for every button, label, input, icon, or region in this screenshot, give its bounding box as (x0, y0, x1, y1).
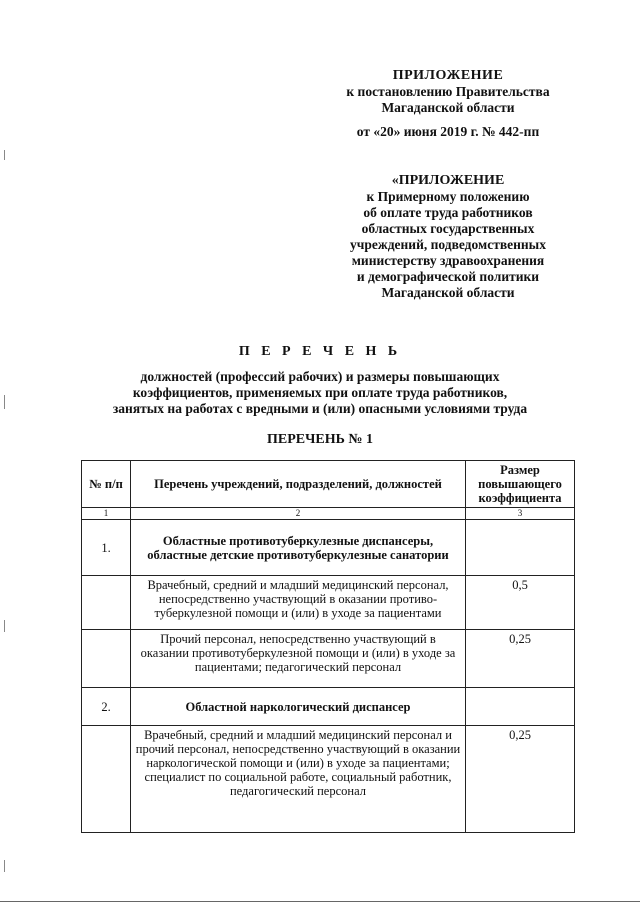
scan-edge-line (0, 901, 640, 902)
row-name: Областные противотуберкулезные диспансеры, областные детские противотуберкулезные санатории (131, 520, 466, 576)
appendix2-line: областных государственных (361, 221, 535, 236)
appendix2-title: «ПРИЛОЖЕНИЕ (391, 173, 505, 188)
appendix-block (300, 68, 596, 140)
header-coef: Размер повышающего коэффициента (466, 461, 575, 508)
row-name: Врачебный, средний и младший медицинский персонал и прочий персонал, непосредственно участвующий в оказании наркологической помощи и (или) в уходе за пациентами; специалист по социальной работе, социальный работник, педагогический персонал (131, 726, 466, 833)
row-coef (466, 520, 575, 576)
table-row (82, 630, 575, 688)
scan-mark (4, 150, 5, 160)
row-coef: 0,5 (466, 576, 575, 630)
row-name: Врачебный, средний и младший медицинский персонал, непосредственно участвующий в оказании противо-туберкулезной помощи и (или) в уходе за пациентами (131, 576, 466, 630)
appendix2-block (300, 173, 596, 301)
row-coef: 0,25 (466, 630, 575, 688)
perechen-subtitle-line: занятых на работах с вредными и (или) опасными условиями труда (112, 401, 528, 416)
scan-mark (4, 395, 5, 409)
appendix2-line: Магаданской области (381, 285, 515, 300)
row-coef: 0,25 (466, 726, 575, 833)
row-name: Прочий персонал, непосредственно участвующий в оказании противотуберкулезной помощи и (или) в уходе за пациентами; педагогический персонал (131, 630, 466, 688)
coefficient-table (81, 460, 575, 833)
perechen-title: П Е Р Е Ч Е Н Ь (238, 344, 402, 359)
table-row (82, 726, 575, 833)
row-name: Областной наркологический диспансер (131, 688, 466, 726)
table-header-row (82, 461, 575, 508)
row-num: 1. (82, 520, 131, 576)
list-title: ПЕРЕЧЕНЬ № 1 (267, 432, 373, 447)
row-num (82, 726, 131, 833)
table-row (82, 576, 575, 630)
perechen-heading (0, 344, 640, 417)
header-name: Перечень учреждений, подразделений, должностей (131, 461, 466, 508)
appendix-line: к постановлению Правительства (346, 84, 550, 99)
perechen-subtitle-line: должностей (профессий рабочих) и размеры повышающих (140, 369, 500, 384)
table-row (82, 520, 575, 576)
row-num (82, 576, 131, 630)
appendix-title: ПРИЛОЖЕНИЕ (392, 68, 504, 83)
table-row (82, 688, 575, 726)
row-coef (466, 688, 575, 726)
scan-mark (4, 620, 5, 632)
appendix2-line: министерству здравоохранения (351, 253, 545, 268)
appendix-date: от «20» июня 2019 г. № 442-пп (356, 124, 540, 139)
appendix-line: Магаданской области (381, 100, 515, 115)
appendix2-line: об оплате труда работников (363, 205, 533, 220)
row-num: 2. (82, 688, 131, 726)
row-num (82, 630, 131, 688)
column-number: 3 (466, 508, 575, 520)
header-num: № п/п (82, 461, 131, 508)
appendix2-line: учреждений, подведомственных (350, 237, 546, 252)
column-number: 1 (82, 508, 131, 520)
scan-mark (4, 860, 5, 872)
column-number: 2 (131, 508, 466, 520)
perechen-subtitle-line: коэффициентов, применяемых при оплате труда работников, (132, 385, 508, 400)
column-number-row (82, 508, 575, 520)
appendix2-line: и демографической политики (356, 269, 540, 284)
appendix2-line: к Примерному положению (366, 189, 530, 204)
perechen-subtitle (0, 369, 640, 417)
